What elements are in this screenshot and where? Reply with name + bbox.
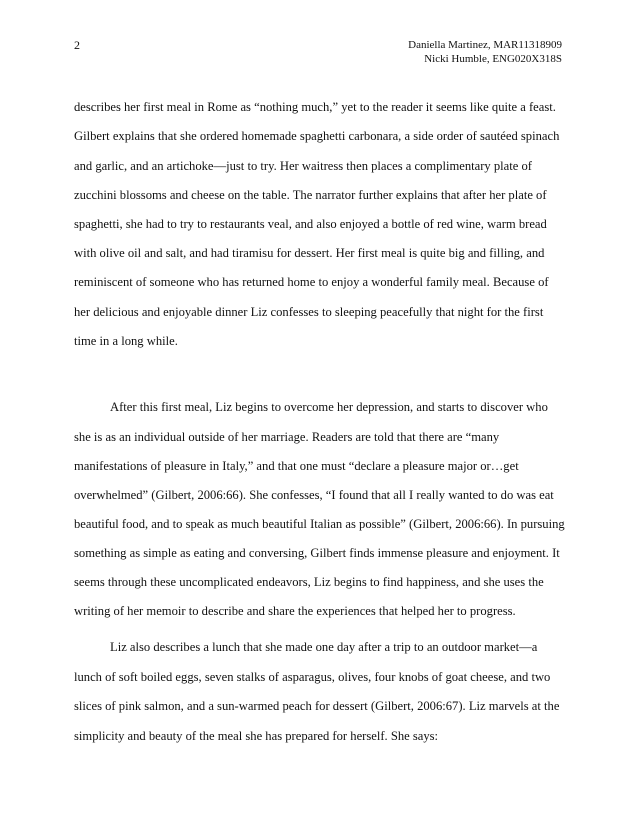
text-line: After this first meal, Liz begins to overcome her depression, and starts to discover who	[110, 400, 548, 414]
text-line: beautiful food, and to speak as much beautiful Italian as possible” (Gilbert, 2006:66). In pursuing	[74, 517, 565, 531]
text-line: and garlic, and an artichoke—just to try. Her waitress then places a complimentary plate of	[74, 159, 532, 173]
text-line: simplicity and beauty of the meal she has prepared for herself. She says:	[74, 729, 439, 743]
text-line: describes her first meal in Rome as “nothing much,” yet to the reader it seems like quite a feast.	[74, 100, 556, 114]
running-header	[408, 38, 562, 66]
text-line: Liz also describes a lunch that she made one day after a trip to an outdoor market—a	[110, 640, 538, 654]
text-line: spaghetti, she had to try to restaurants veal, and also enjoyed a bottle of red wine, warm bread	[74, 217, 547, 231]
text-line: slices of pink salmon, and a sun-warmed peach for dessert (Gilbert, 2006:67). Liz marvels at the	[74, 699, 560, 713]
course-line: Nicki Humble, ENG020X318S	[424, 53, 562, 65]
text-line: reminiscent of someone who has returned home to enjoy a wonderful family meal. Because of	[74, 275, 549, 289]
text-line: seems through these uncomplicated endeavors, Liz begins to find happiness, and she uses the	[74, 575, 544, 589]
author-line: Daniella Martinez, MAR11318909	[408, 39, 562, 51]
text-line: time in a long while.	[74, 334, 178, 348]
text-line: she is as an individual outside of her marriage. Readers are told that there are “many	[74, 430, 500, 444]
text-line: zucchini blossoms and cheese on the table. The narrator further explains that after her plate of	[74, 188, 547, 202]
text-line: Gilbert explains that she ordered homemade spaghetti carbonara, a side order of sautéed spinach	[74, 129, 560, 143]
text-line: lunch of soft boiled eggs, seven stalks of asparagus, olives, four knobs of goat cheese, and two	[74, 670, 551, 684]
text-line: writing of her memoir to describe and share the experiences that helped her to progress.	[74, 604, 516, 618]
text-line: manifestations of pleasure in Italy,” and that one must “declare a pleasure major or…get	[74, 459, 519, 473]
text-line: with olive oil and salt, and had tiramisu for dessert. Her first meal is quite big and filling, and	[74, 246, 545, 260]
page-number: 2	[74, 38, 80, 52]
text-line: something as simple as eating and conversing, Gilbert finds immense pleasure and enjoyment. It	[74, 546, 560, 560]
text-line: overwhelmed” (Gilbert, 2006:66). She confesses, “I found that all I really wanted to do was eat	[74, 488, 554, 502]
text-line: her delicious and enjoyable dinner Liz confesses to sleeping peacefully that night for the first	[74, 305, 544, 319]
